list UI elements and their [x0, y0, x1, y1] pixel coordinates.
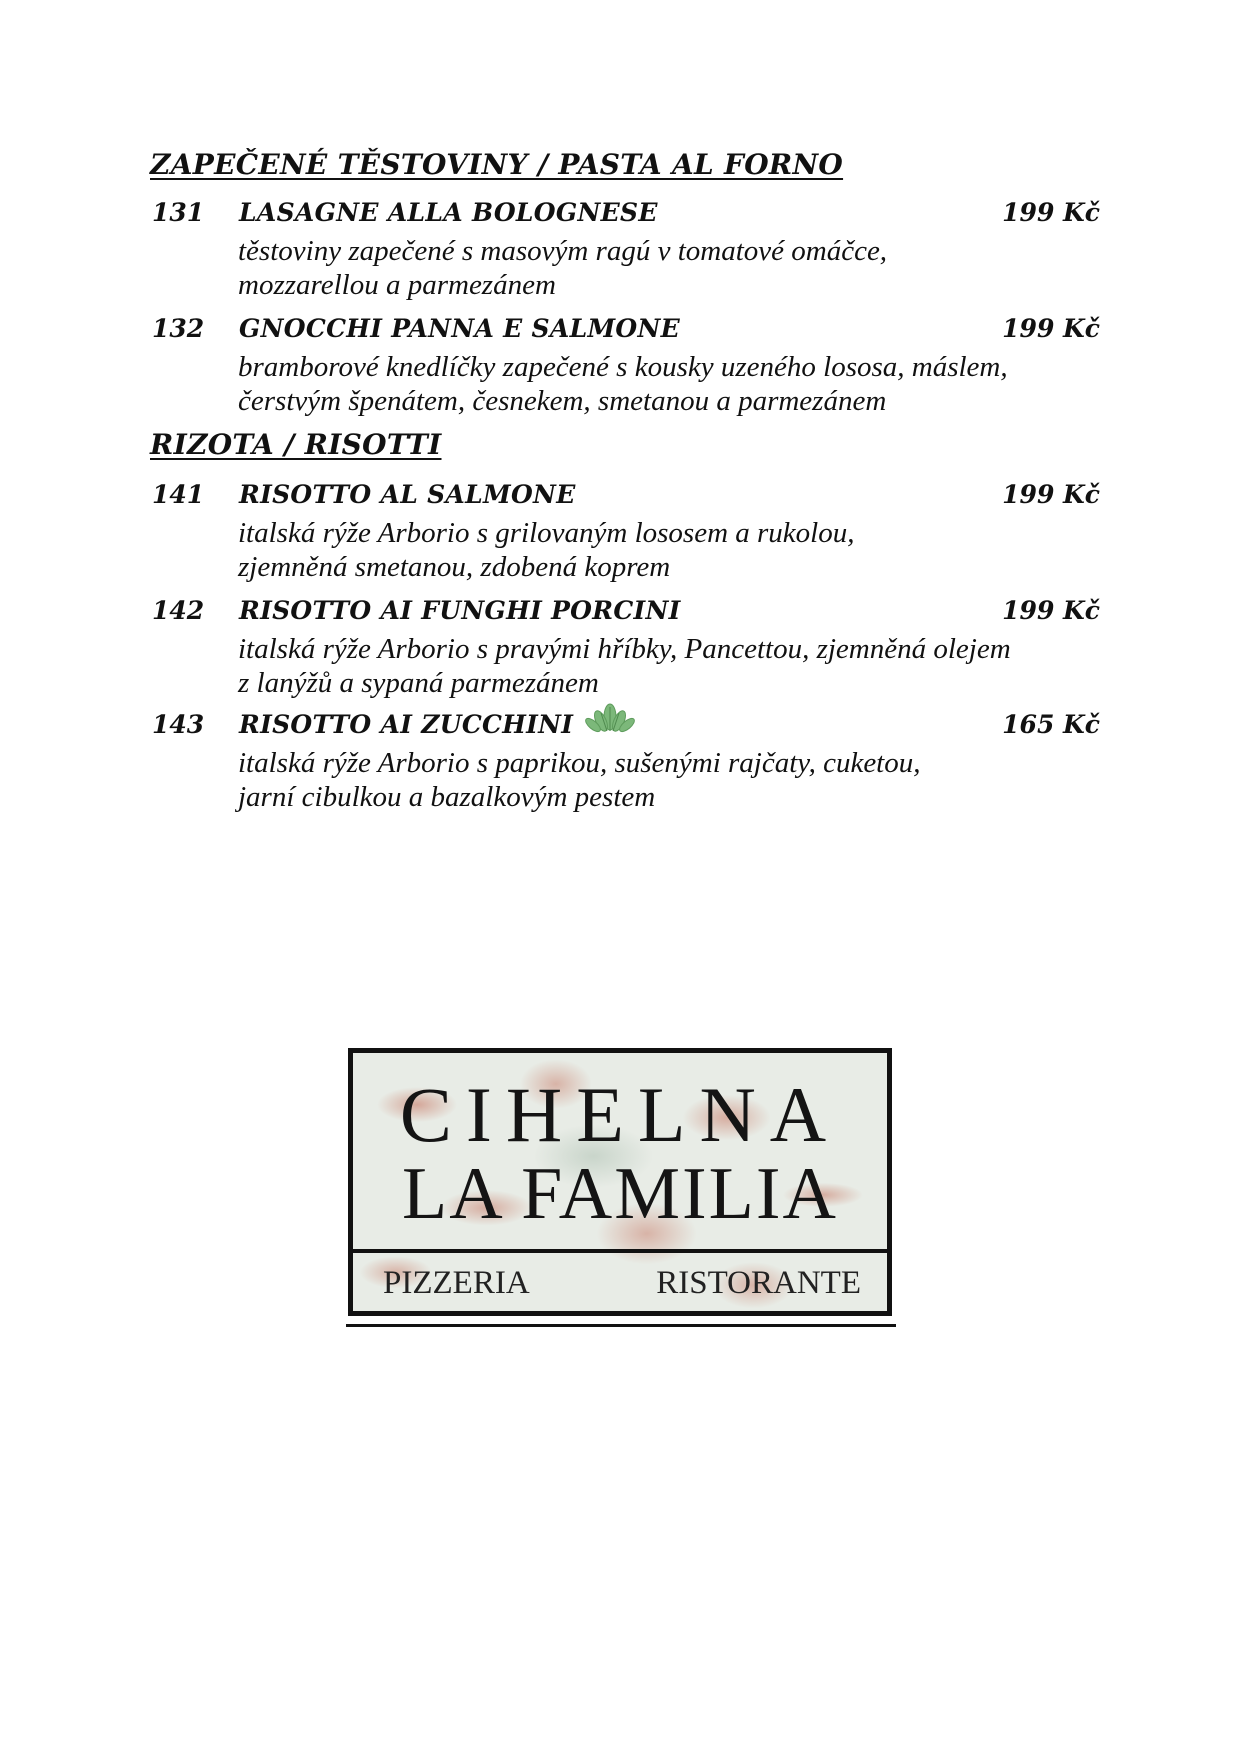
menu-item-132: [150, 314, 1100, 418]
item-name: GNOCCHI PANNA E SALMONE: [239, 314, 681, 343]
logo-line-cihelna: CIHELNA: [399, 1071, 841, 1158]
item-number: 143: [152, 710, 205, 739]
item-description-line: italská rýže Arborio s grilovaným lososem a rukolou,: [238, 517, 855, 549]
logo-subtitle-pizzeria: PIZZERIA: [383, 1265, 530, 1301]
item-description: [238, 516, 1100, 584]
item-description: [238, 746, 1100, 814]
item-description-line: italská rýže Arborio s paprikou, sušenými rajčaty, cuketou,: [238, 747, 921, 779]
section-title-pasta-al-forno: ZAPEČENÉ TĚSTOVINY / PASTA AL FORNO: [150, 148, 844, 181]
item-description-line: zjemněná smetanou, zdobená koprem: [238, 551, 671, 583]
item-name: RISOTTO AL SALMONE: [239, 480, 576, 509]
item-description-line: bramborové knedlíčky zapečené s kousky uzeného lososa, máslem,: [238, 351, 1008, 383]
item-description-line: jarní cibulkou a bazalkovým pestem: [238, 781, 656, 813]
item-price: 199 Kč: [1002, 596, 1100, 625]
menu-item-131: [150, 198, 1100, 302]
item-name: LASAGNE ALLA BOLOGNESE: [239, 198, 658, 227]
logo-underline: [346, 1324, 896, 1327]
menu-item-143: [150, 710, 1100, 814]
menu-item-142: [150, 596, 1100, 700]
item-description-line: mozzarellou a parmezánem: [238, 269, 556, 301]
item-description: [238, 350, 1100, 418]
item-description-line: čerstvým špenátem, česnekem, smetanou a parmezánem: [238, 385, 887, 417]
item-description: [238, 632, 1100, 700]
item-description: [238, 234, 1100, 302]
item-price: 165 Kč: [1002, 710, 1100, 739]
item-number: 142: [152, 596, 205, 625]
logo-subtitle-ristorante: RISTORANTE: [656, 1265, 861, 1301]
restaurant-logo: [348, 1048, 892, 1316]
vegetarian-leaf-icon: [583, 703, 637, 741]
item-description-line: těstoviny zapečené s masovým ragú v tomatové omáčce,: [238, 235, 888, 267]
item-name-text: RISOTTO AI ZUCCHINI: [239, 710, 574, 739]
item-number: 141: [152, 480, 205, 509]
item-description-line: z lanýžů a sypaná parmezánem: [238, 667, 599, 699]
item-price: 199 Kč: [1002, 314, 1100, 343]
item-number: 131: [152, 198, 205, 227]
item-name: [239, 710, 637, 741]
item-name: RISOTTO AI FUNGHI PORCINI: [239, 596, 681, 625]
item-number: 132: [152, 314, 205, 343]
section-title-risotti: RIZOTA / RISOTTI: [150, 428, 442, 461]
item-description-line: italská rýže Arborio s pravými hříbky, Pancettou, zjemněná olejem: [238, 633, 1011, 665]
item-price: 199 Kč: [1002, 198, 1100, 227]
item-price: 199 Kč: [1002, 480, 1100, 509]
logo-line-la-familia: LA FAMILIA: [402, 1153, 838, 1235]
menu-item-141: [150, 480, 1100, 584]
logo-divider: [353, 1249, 887, 1253]
